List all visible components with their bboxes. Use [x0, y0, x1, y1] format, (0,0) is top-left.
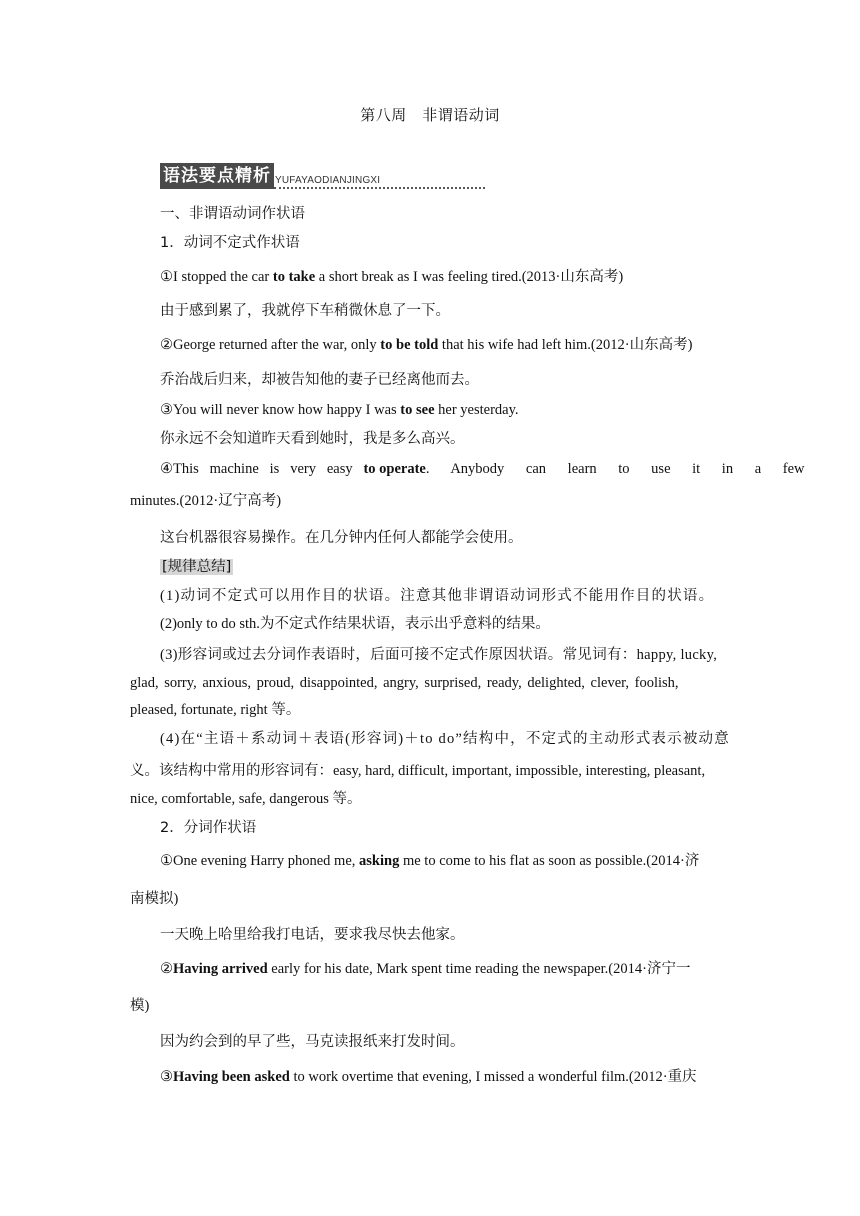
- subheading-infinitive: 1．动词不定式作状语: [160, 235, 300, 251]
- example-6-line-2: 模): [130, 998, 150, 1014]
- example-4-line-2: minutes.(2012·辽宁高考): [130, 493, 282, 509]
- rule-4-line-2: 义。该结构中常用的形容词有：easy, hard, difficult, important, impossible, interesting, pleasant,: [130, 763, 706, 779]
- rule-summary-tag: [规律总结]: [162, 559, 232, 575]
- example-2: ②George returned after the war, only to be told that his wife had left him.(2012·山东高考): [160, 337, 693, 353]
- banner-label: 语法要点精析: [160, 163, 274, 189]
- rule-3-line-3: pleased, fortunate, right 等。: [130, 702, 301, 718]
- banner-subtitle: YUFAYAODIANJINGXI: [274, 175, 485, 189]
- translation-3: 你永远不会知道昨天看到她时，我是多么高兴。: [160, 431, 465, 447]
- section-banner: [160, 163, 485, 189]
- example-5-line-2: 南模拟): [130, 891, 179, 907]
- rule-4-line-1: (4)在“主语＋系动词＋表语(形容词)＋to do”结构中，不定式的主动形式表示被动意: [160, 731, 730, 747]
- rule-1: (1)动词不定式可以用作目的状语。注意其他非谓语动词形式不能用作目的状语。: [160, 588, 715, 604]
- rule-3-line-2: glad, sorry, anxious, proud, disappointed, angry, surprised, ready, delighted, clever, foolish,: [130, 675, 679, 691]
- translation-6: 因为约会到的早了些，马克读报纸来打发时间。: [160, 1034, 465, 1050]
- example-4-line-1: ④This machine is very easy to operate . Anybody can learn to use it in a few: [160, 461, 805, 477]
- example-3: ③You will never know how happy I was to see her yesterday.: [160, 402, 519, 418]
- translation-5: 一天晚上哈里给我打电话，要求我尽快去他家。: [160, 927, 465, 943]
- rule-3-line-1: (3)形容词或过去分词作表语时，后面可接不定式作原因状语。常见词有：happy, lucky,: [160, 647, 718, 663]
- rule-2: (2)only to do sth.为不定式作结果状语，表示出乎意料的结果。: [160, 616, 550, 632]
- subheading-participle: 2．分词作状语: [160, 820, 257, 836]
- example-5-line-1: ①One evening Harry phoned me, asking me to come to his flat as soon as possible.(2014·济: [160, 853, 700, 869]
- example-1: ①I stopped the car to take a short break as I was feeling tired.(2013·山东高考): [160, 269, 624, 285]
- example-6-line-1: ②Having arrived early for his date, Mark spent time reading the newspaper.(2014·济宁一: [160, 961, 691, 977]
- example-7-line-1: ③Having been asked to work overtime that evening, I missed a wonderful film.(2012·重庆: [160, 1069, 697, 1085]
- translation-4: 这台机器很容易操作。在几分钟内任何人都能学会使用。: [160, 530, 523, 546]
- section-heading: 一、非谓语动词作状语: [160, 206, 305, 222]
- translation-2: 乔治战后归来，却被告知他的妻子已经离他而去。: [160, 372, 479, 388]
- rule-4-line-3: nice, comfortable, safe, dangerous 等。: [130, 791, 362, 807]
- translation-1: 由于感到累了，我就停下车稍微休息了一下。: [160, 303, 450, 319]
- page-title: 第八周 非谓语动词: [360, 108, 500, 124]
